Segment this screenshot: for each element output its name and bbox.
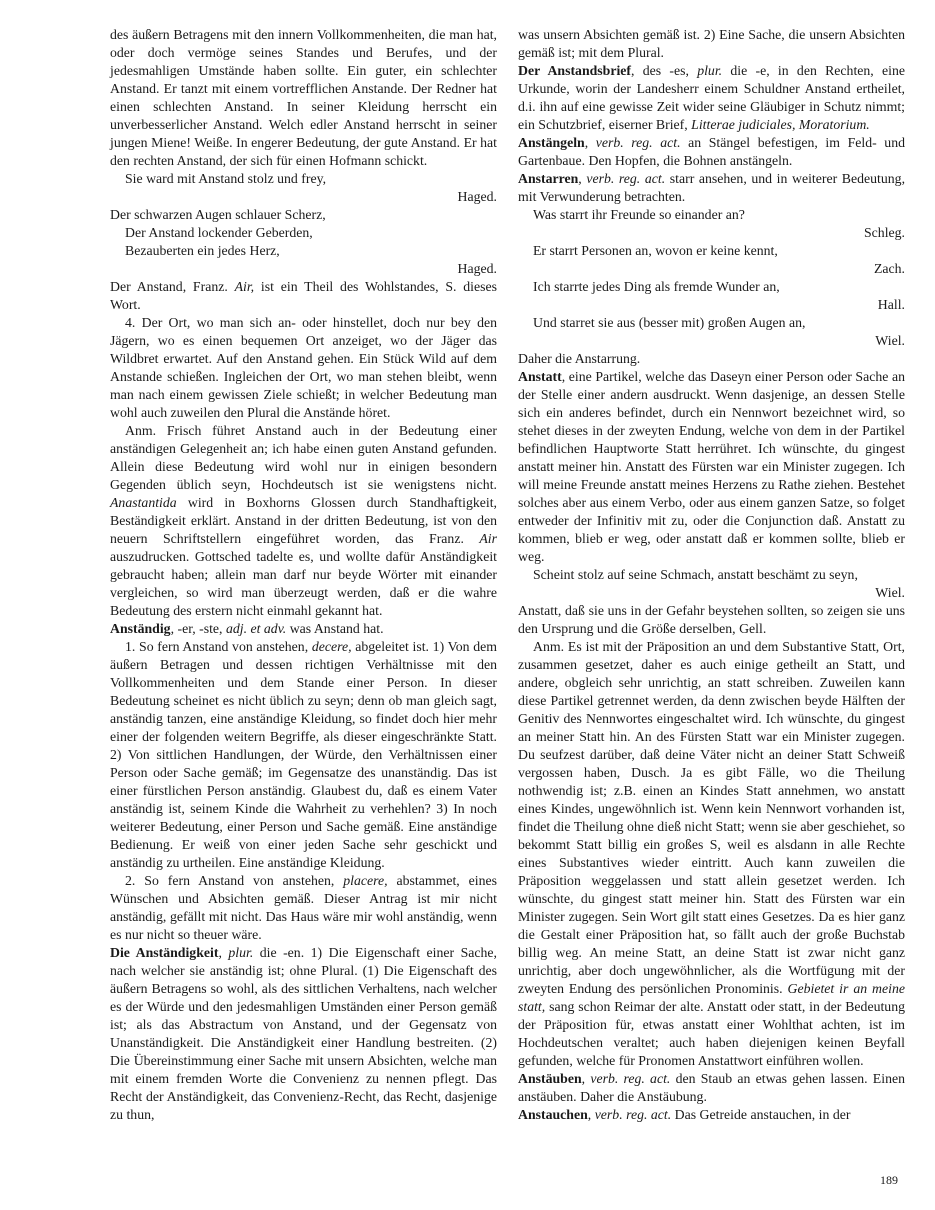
dictionary-entry: Anständig, -er, -ste, adj. et adv. was Anstand hat. bbox=[110, 621, 384, 636]
entry-headword: Die Anständigkeit bbox=[110, 945, 219, 960]
verse-line: Ich starrte jedes Ding als fremde Wunder an, bbox=[533, 279, 780, 294]
right-column bbox=[518, 26, 905, 1124]
verse-line: Und starret sie aus (besser mit) großen Augen an, bbox=[533, 315, 806, 330]
paragraph: Anm. Frisch führet Anstand auch in der Bedeutung einer anständigen Gelegenheit an; ich habe einen guten Anstand gefunden. Allein diese Bedeutung wird wohl nur in einigen besondern Gegenden üblich seyn, Hochdeutsch ist sie wenigstens nicht. Anastantida wird in Boxhorns Glossen durch Standhaftigkeit, Beständigkeit erklärt. Anstand in der dritten Bedeutung, ist von den neuern Schriftstellern eingeführet worden, das Franz. Air auszudrucken. Gottsched tadelte es, und wollte dafür Anständigkeit gebraucht haben; allein man darf nur beyde Wörter mit einander vergleichen, so wird man überzeugt werden, daß er die wahre Bedeutung des erstern nicht einmahl gekannt hat. bbox=[110, 423, 497, 618]
verse-source: Wiel. bbox=[875, 333, 905, 348]
verse-line: Der schwarzen Augen schlauer Scherz, bbox=[110, 207, 326, 222]
entry-headword: Anstarren bbox=[518, 171, 579, 186]
verse-line: Bezauberten ein jedes Herz, bbox=[125, 243, 280, 258]
dictionary-entry: Anstatt, eine Partikel, welche das Daseyn einer Person oder Sache an der Stelle einer andern ausdruckt. Wenn dasjenige, an dessen Stelle sich ein anderes befindet, durch ein Nennwort bezeichnet wird, so stehet dieses in der zweyten Endung, welche von dem in der Partikel befindlichen Hauptworte Statt herrühret. Ich wünschte, du gingest anstatt meiner hin. Anstatt des Fürsten war ein Minister zugegen. Ich will meine Freunde anstatt meines Herzens zu Rathe ziehen. Bestehet solches aber aus einem Verbo, oder aus einem ganzen Satze, so folget entweder der Infinitiv mit zu, oder die Conjunction daß. Anstatt zu kommen, blieb er weg, oder anstatt daß er kommen sollte, blieb er weg. bbox=[518, 369, 905, 564]
paragraph: Daher die Anstarrung. bbox=[518, 351, 641, 366]
verse-line: Sie ward mit Anstand stolz und frey, bbox=[125, 171, 327, 186]
verse-line: Er starrt Personen an, wovon er keine kennt, bbox=[533, 243, 778, 258]
verse-source: Hall. bbox=[877, 297, 905, 312]
paragraph: des äußern Betragens mit den innern Vollkommenheiten, die man hat, oder doch vermöge seines Standes und Berufes, und der jedesmahligen Umstände haben sollte. Ein guter, ein schlechter Anstand. Er tanzt mit einem vortrefflichen Anstande. Der Redner hat einen schlechten Anstand. In seiner Kleidung herrscht ein unverbesserlicher Anstand. Welch edler Anstand herrscht in seiner jungen Miene! Weiße. In engerer Bedeutung, der gute Anstand. Er hat den rechten Anstand, der sich für einen Hofmann schickt. bbox=[110, 27, 497, 168]
entry-headword: Anstäuben bbox=[518, 1071, 582, 1086]
verse-source: Schleg. bbox=[864, 225, 905, 240]
verse-source: Haged. bbox=[457, 189, 497, 204]
paragraph: was unsern Absichten gemäß ist. 2) Eine Sache, die unsern Absichten gemäß ist; mit dem Plural. bbox=[518, 27, 905, 60]
paragraph: Der Anstand, Franz. Air, ist ein Theil des Wohlstandes, S. dieses Wort. bbox=[110, 279, 497, 312]
paragraph: 1. So fern Anstand von anstehen, decere, abgeleitet ist. 1) Von dem äußern Betragen und dessen richtigen Verhältnisse mit den Vollkommenheiten und dem Stande einer Person. In dieser Bedeutung scheinet es nicht üblich zu seyn; denn ob man gleich sagt, anständig tanzen, eine anständige Kleidung, so findet doch hier mehr einer der folgenden weitern Begriffe, als dieser eingeschränkte Statt. 2) Von sittlichen Handlungen, der Würde, den Verhältnissen einer Person oder Sache gemäß; im Gegensatze des unanständig. Das ist einer fürstlichen Person anständig. Glaubest du, daß es einem Vater anständig ist, seinem Kinde die Wahrheit zu verhehlen? 3) In noch weiterer Bedeutung, einer Person und Sache gemäß. Eine anständige Bedienung. Er weiß von einer jeden Sache sehr geschickt und anständig zu urtheilen. Eine anständige Kleidung. bbox=[110, 639, 497, 870]
verse-source: Haged. bbox=[457, 261, 497, 276]
entry-headword: Der Anstandsbrief bbox=[518, 63, 632, 78]
dictionary-entry: Anstäuben, verb. reg. act. den Staub an etwas gehen lassen. Einen anstäuben. Daher die Anstäubung. bbox=[518, 1071, 905, 1104]
entry-headword: Anstatt bbox=[518, 369, 562, 384]
verse-line: Scheint stolz auf seine Schmach, anstatt beschämt zu seyn, bbox=[533, 567, 858, 582]
verse-line: Was starrt ihr Freunde so einander an? bbox=[533, 207, 745, 222]
paragraph: Anstatt, daß sie uns in der Gefahr beystehen sollten, so zeigen sie uns den Ursprung und die Größe derselben, Gell. bbox=[518, 603, 905, 636]
paragraph: 2. So fern Anstand von anstehen, placere, abstammet, eines Wünschen und Absichten gemäß. Dieser Antrag ist mir nicht anständig, gefällt mit nicht. Das Haus wäre mir wohl anständig, wenn es nur nicht so theuer wäre. bbox=[110, 873, 497, 942]
entry-headword: Anstauchen bbox=[518, 1107, 588, 1122]
dictionary-entry: Die Anständigkeit, plur. die -en. 1) Die Eigenschaft einer Sache, nach welcher sie anständig ist; ohne Plural. (1) Die Eigenschaft des äußern Betragens so wohl, als des sittlichen Verhaltens, nach welcher es der Würde und den jedesmahligen Umständen einer Person gemäß ist; als das Abstractum von Anstand, und der Gegensatz von Unanständigkeit. Die Anständigkeit einer Handlung bestreiten. (2) Die Übereinstimmung einer Sache mit unsern Absichten, welche man mit einem fremden Worte die Convenienz zu nennen pflegt. Das Recht der Anständigkeit, das Convenienz-Recht, das Recht, dasjenige zu thun, bbox=[110, 945, 497, 1122]
entry-headword: Anständig bbox=[110, 621, 171, 636]
entry-headword: Anstängeln bbox=[518, 135, 585, 150]
dictionary-entry: Anstängeln, verb. reg. act. an Stängel befestigen, im Feld- und Gartenbaue. Den Hopfen, die Bohnen anstängeln. bbox=[518, 135, 905, 168]
verse-source: Wiel. bbox=[875, 585, 905, 600]
left-column bbox=[110, 26, 497, 1124]
dictionary-entry: Anstarren, verb. reg. act. starr ansehen, und in weiterer Bedeutung, mit Verwunderung betrachten. bbox=[518, 171, 906, 204]
dictionary-entry: Der Anstandsbrief, des -es, plur. die -e, in den Rechten, eine Urkunde, worin der Landesherr einem Schuldner Anstand ertheilet, d.i. ihn auf eine gewisse Zeit wider seine Gläubiger in Schutz nimmt; ein Schutzbrief, eiserner Brief, Litterae judiciales, Moratorium. bbox=[518, 63, 905, 132]
page-number: 189 bbox=[880, 1173, 898, 1187]
dictionary-entry: Anstauchen, verb. reg. act. Das Getreide anstauchen, in der bbox=[518, 1107, 851, 1122]
paragraph: 4. Der Ort, wo man sich an- oder hinstellet, doch nur bey den Jägern, wo es einen bequemen Ort anzeiget, wo der Jäger das Wildbret erwartet. Auf den Anstand gehen. Ein Stück Wild auf dem Anstande schießen. Ingleichen der Ort, wo man stehen bleibt, wenn man nach einem gewissen Ziele schießt; in welcher Bedeutung man wohl auch zuweilen den Plural die Anstände höret. bbox=[110, 315, 497, 420]
paragraph: Anm. Es ist mit der Präposition an und dem Substantive Statt, Ort, zusammen gesetzet, daher es auch einige getheilt an Statt, und andere, obgleich sehr unrichtig, an statt schreiben. Zuweilen kann diese Partikel getrennet werden, da denn zwischen beyde Hälften der Genitiv des Nennwortes eingeschaltet wird. Ich wünschte, du gingest an meiner Statt hin. An des Fürsten Statt war ein Minister zugegen. Du seufzest darüber, daß deine Väter nicht an deiner Statt Schweiß vergossen haben, Dusch. Ja es gibt Fälle, wo die Theilung nothwendig ist; z.B. einen an Kindes Statt annehmen, wo anstatt eines Kindes, ungewöhnlich ist. Wenn kein Nennwort vorhanden ist, findet die Theilung ohne dieß nicht Statt; wenn sie aber geschiehet, so bekommt Statt billig ein großes S, weil es alsdann in alle Rechte eines Substantives wieder eintritt. Auch kann zuweilen die Präposition weggelassen und statt allein gesetzet werden. Ich wünschte, du gingest statt meiner hin. Statt des Fürsten war ein Minister zugegen. Sein Wort gilt statt eines Gesetzes. Da es hier ganz die Gestalt einer Präposition hat, so fällt auch der große Buchstab billig weg. An meine Statt, an deine Statt ist zwar nicht ganz unrichtig, aber doch ungewöhnlicher, als die Wortfügung mit der zweyten Endung des persönlichen Pronominis. Gebietet ir an meine statt, sang schon Reimar der alte. Anstatt oder statt, in der Bedeutung der Präposition für, etwas anstatt einer Wohlthat achten, ist im Hochdeutschen veraltet; auch haben diejenigen keinen Beyfall gefunden, welche für Pronomen Anstattwort einführen wollen. bbox=[518, 639, 905, 1068]
verse-line: Der Anstand lockender Geberden, bbox=[125, 225, 313, 240]
verse-source: Zach. bbox=[873, 261, 905, 276]
